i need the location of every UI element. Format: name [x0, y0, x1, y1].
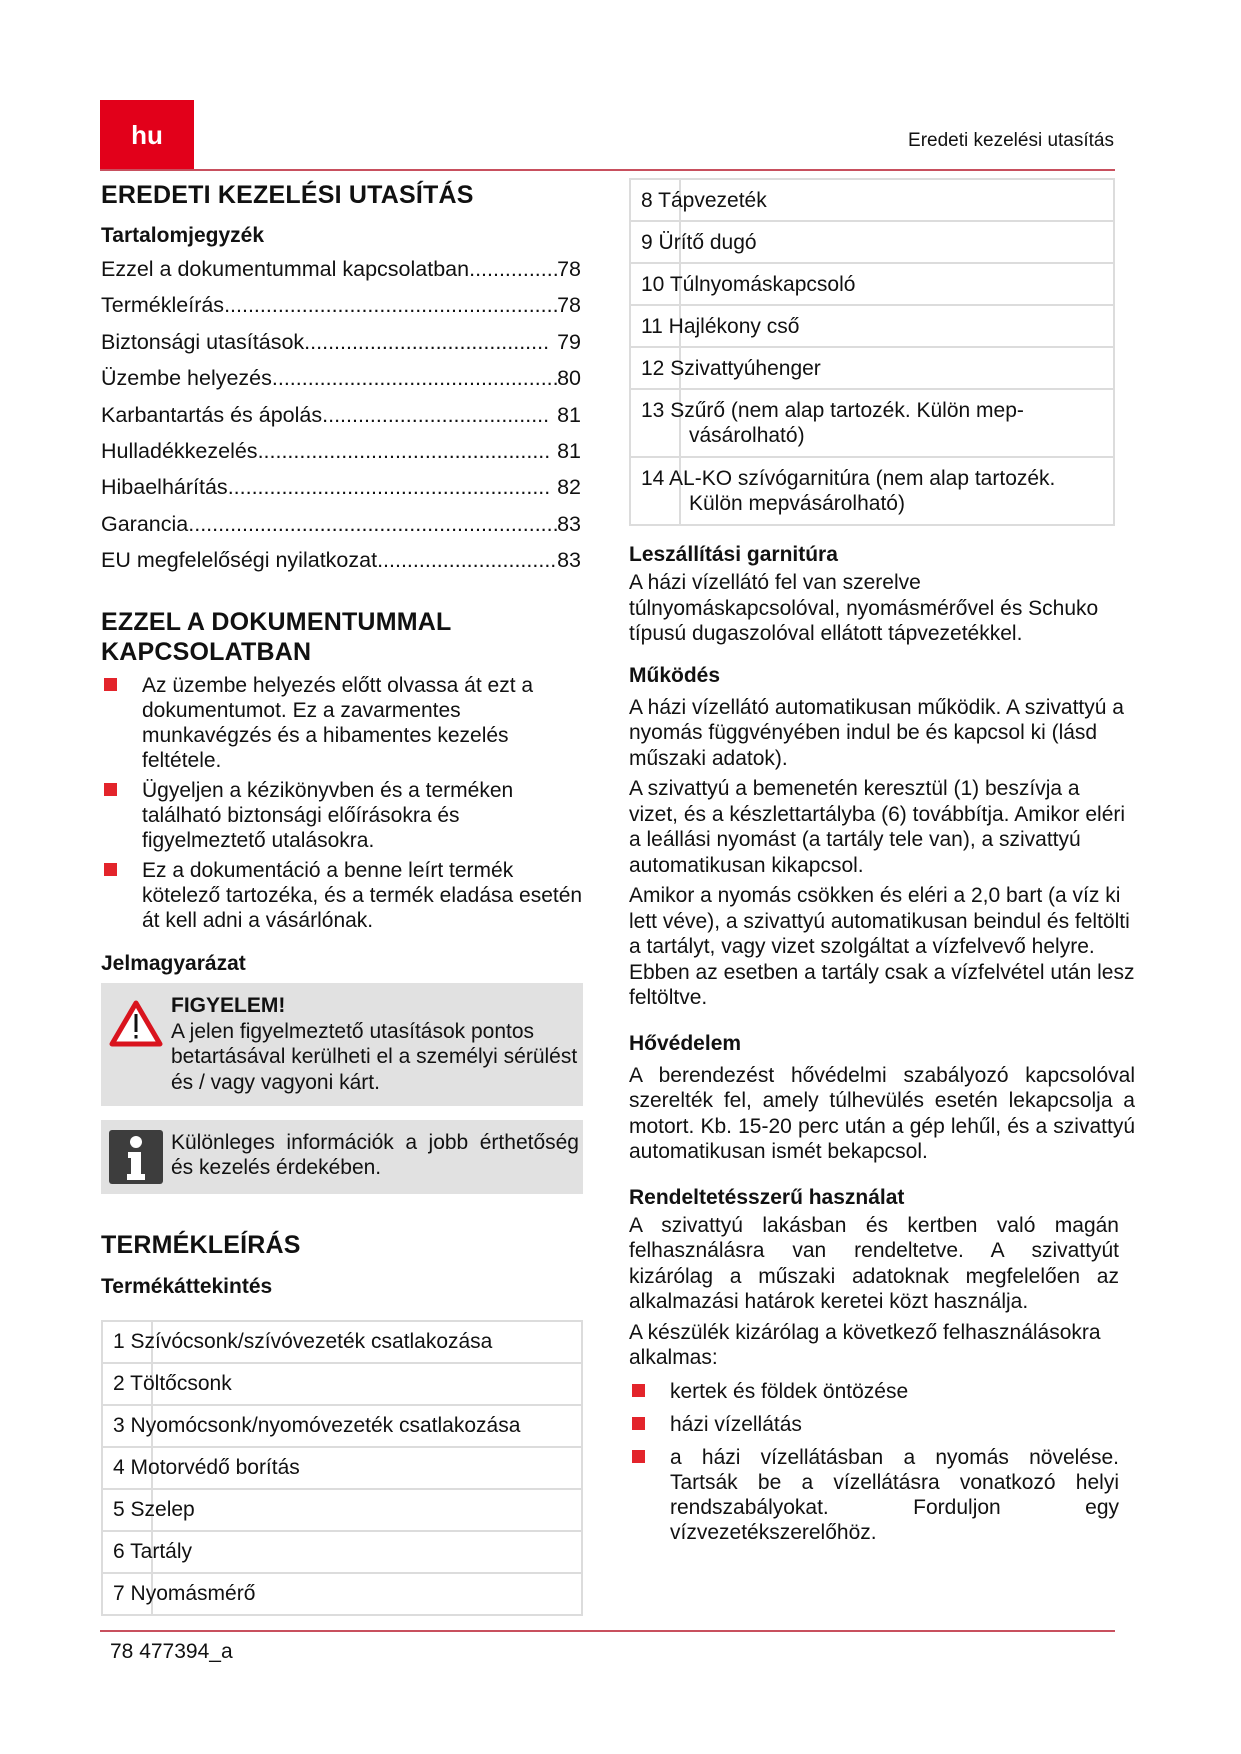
- toc-entry[interactable]: [101, 469, 581, 505]
- bullet-text: Az üzembe helyezés előtt olvassa át ezt a dokumentumot. Ez a zavarmentes munkavégzés és a hibamentes kezelés feltétele.: [142, 673, 534, 772]
- part-number: 12: [641, 356, 665, 380]
- table-row: [102, 1447, 582, 1489]
- table-row: [630, 457, 1114, 525]
- toc-leader-dots: [304, 324, 551, 360]
- part-number: 1: [113, 1330, 125, 1354]
- toc-entry-title: Hibaelhárítás: [101, 475, 228, 500]
- part-number: 13: [641, 399, 665, 422]
- toc-entry[interactable]: [101, 542, 581, 578]
- part-name: Nyomócsonk/nyomóvezeték csatlakozása: [130, 1414, 521, 1438]
- table-row: [630, 347, 1114, 389]
- part-name: Szűrő (nem alap tartozék. Külön mep-: [670, 399, 1024, 422]
- header-divider: [100, 169, 1115, 171]
- table-row: [630, 263, 1114, 305]
- red-square-bullet-icon: [104, 863, 117, 876]
- language-tab: [100, 100, 194, 170]
- language-code: hu: [131, 119, 163, 150]
- table-row: [630, 179, 1114, 221]
- part-name: Töltőcsonk: [130, 1372, 232, 1396]
- thermal-protection-heading: Hővédelem: [629, 1031, 742, 1055]
- toc-entry-page: 81: [551, 439, 581, 464]
- info-notice: [101, 1120, 583, 1194]
- toc-entry[interactable]: [101, 506, 581, 542]
- toc-entry-title: Biztonsági utasítások: [101, 329, 305, 354]
- about-section-heading: [101, 607, 583, 667]
- delivery-text: A házi vízellátó fel van szerelve túlnyomáskapcsolóval, nyomásmérővel és Schuko típusú dugaszolóval ellátott tápvezetékkel.: [629, 571, 1099, 645]
- table-of-contents: [101, 251, 583, 579]
- table-row: [102, 1573, 582, 1615]
- part-name: AL-KO szívógarnitúra (nem alap tartozék.: [669, 467, 1056, 490]
- warning-notice: [101, 983, 583, 1106]
- toc-leader-dots: [228, 469, 551, 505]
- intended-use-heading: Rendeltetésszerű használat: [629, 1185, 905, 1209]
- table-row: [630, 305, 1114, 347]
- info-icon: [101, 1130, 171, 1184]
- red-square-bullet-icon: [104, 678, 117, 691]
- running-header-title: Eredeti kezelési utasítás: [908, 130, 1114, 151]
- table-row: [102, 1405, 582, 1447]
- toc-entry[interactable]: [101, 397, 581, 433]
- part-number: 4: [113, 1456, 125, 1480]
- toc-entry-page: 83: [557, 511, 581, 536]
- operation-heading: Működés: [629, 663, 721, 687]
- intended-use-bullet-list: [629, 1379, 1119, 1545]
- part-number: 8: [641, 188, 653, 212]
- red-square-bullet-icon: [104, 783, 117, 796]
- toc-entry[interactable]: [101, 251, 581, 287]
- red-square-bullet-icon: [632, 1450, 645, 1463]
- toc-entry-page: 81: [551, 402, 581, 427]
- about-heading-line: KAPCSOLATBAN: [101, 637, 312, 666]
- operation-paragraph: Amikor a nyomás csökken és eléri a 2,0 bart (a víz ki lett véve), a szivattyú automatikusan beindul és feltölti a tartályt, vagy vizet szolgáltat a vízfelvevő helyre. Ebben az esetben a tartály csak a vízfelvétel után lesz feltöltve.: [629, 884, 1135, 1009]
- part-number: 3: [113, 1414, 125, 1438]
- red-square-bullet-icon: [632, 1384, 645, 1397]
- about-bullet-list: [101, 673, 583, 933]
- toc-entry-title: Karbantartás és ápolás: [101, 402, 323, 427]
- toc-heading: Tartalomjegyzék: [101, 224, 265, 247]
- part-number: 6: [113, 1540, 125, 1564]
- intended-use-paragraph: A készülék kizárólag a következő felhasználásokra alkalmas:: [629, 1320, 1101, 1369]
- part-name: Szelep: [130, 1498, 195, 1522]
- page-number-code: 78 477394_a: [110, 1640, 233, 1663]
- toc-entry[interactable]: [101, 287, 581, 323]
- toc-entry-page: 78: [557, 293, 581, 318]
- part-name: Hajlékony cső: [668, 314, 800, 338]
- toc-leader-dots: [469, 251, 557, 287]
- toc-leader-dots: [258, 433, 552, 469]
- toc-entry-page: 80: [557, 366, 581, 391]
- warning-title: FIGYELEM!: [171, 993, 286, 1017]
- table-row: [630, 389, 1114, 457]
- toc-leader-dots: [272, 360, 557, 396]
- table-row: [102, 1489, 582, 1531]
- legend-heading: Jelmagyarázat: [101, 951, 246, 975]
- toc-entry-page: 82: [551, 475, 581, 500]
- part-name: Szívócsonk/szívóvezeték csatlakozása: [130, 1330, 493, 1354]
- part-number: 7: [113, 1582, 125, 1606]
- operation-paragraph: A házi vízellátó automatikusan működik. A szivattyú a nyomás függvényében indul be és kapcsol ki (lásd műszaki adatok).: [629, 695, 1124, 770]
- bullet-text: Ez a dokumentáció a benne leírt termék kötelező tartozéka, és a termék eladása esetén át kell adni a vásárlónak.: [142, 858, 583, 932]
- table-row: [102, 1321, 582, 1363]
- intended-use-paragraph: A szivattyú lakásban és kertben való magán felhasználásra van rendeltetve. A szivattyút kizárólag a műszaki adatoknak megfelelően az alkalmazási határok keretei közt használja.: [629, 1213, 1119, 1313]
- about-heading-line: EZZEL A DOKUMENTUMMAL: [101, 607, 452, 636]
- product-description-heading: TERMÉKLEÍRÁS: [101, 1230, 301, 1259]
- toc-entry-title: Ezzel a dokumentummal kapcsolatban: [101, 257, 470, 281]
- list-item: [629, 1445, 1119, 1545]
- toc-leader-dots: [188, 506, 557, 542]
- toc-entry-title: EU megfelelőségi nyilatkozat: [101, 548, 378, 573]
- part-number: 2: [113, 1372, 125, 1396]
- footer-divider: [100, 1630, 1115, 1632]
- table-row: [630, 221, 1114, 263]
- toc-entry-page: 78: [557, 257, 581, 281]
- toc-entry-title: Termékleírás: [101, 293, 225, 318]
- list-item: [101, 673, 583, 773]
- toc-entry[interactable]: [101, 433, 581, 469]
- toc-leader-dots: [224, 287, 557, 323]
- bullet-text: Ügyeljen a kézikönyvben és a terméken található biztonsági előírásokra és figyelmeztető utalásokra.: [142, 778, 514, 852]
- part-name: Ürítő dugó: [658, 230, 757, 254]
- list-item: [629, 1412, 1119, 1437]
- toc-entry[interactable]: [101, 360, 581, 396]
- toc-entry-title: Üzembe helyezés: [101, 366, 272, 391]
- info-text: Különleges információk a jobb érthetőség és kezelés érdekében.: [171, 1130, 579, 1180]
- red-square-bullet-icon: [632, 1417, 645, 1430]
- product-overview-heading: Termékáttekintés: [101, 1274, 273, 1298]
- bullet-text: kertek és földek öntözése: [670, 1379, 909, 1403]
- parts-table-right: [629, 178, 1115, 526]
- part-name-continued: Külön mepvásárolható): [689, 492, 905, 515]
- document-title: EREDETI KEZELÉSI UTASÍTÁS: [101, 181, 474, 209]
- toc-leader-dots: [377, 542, 557, 578]
- part-number: 9: [641, 230, 653, 254]
- toc-entry[interactable]: [101, 324, 581, 360]
- toc-entry-page: 83: [557, 548, 581, 573]
- left-column: [101, 180, 583, 1616]
- delivery-heading: Leszállítási garnitúra: [629, 543, 838, 566]
- part-name: Szivattyúhenger: [670, 356, 821, 380]
- thermal-protection-text: A berendezést hővédelmi szabályozó kapcsolóval szerelték fel, amely túlhevülés esetén lekapcsolja a motort. Kb. 15-20 perc után a gép lehűl, és a szivattyú automatikusan ismét bekapcsol.: [629, 1063, 1135, 1163]
- part-name-continued: vásárolható): [689, 424, 805, 447]
- part-number: 11: [641, 314, 663, 338]
- parts-table-left: [101, 1320, 583, 1616]
- toc-leader-dots: [322, 397, 551, 433]
- table-row: [102, 1531, 582, 1573]
- part-name: Nyomásmérő: [130, 1582, 256, 1606]
- bullet-text: a házi vízellátásban a nyomás növelése. Tartsák be a vízellátásra vonatkozó helyi rendszabályokat. Forduljon egy vízvezetékszerelőhöz.: [670, 1445, 1119, 1544]
- toc-entry-page: 79: [551, 329, 581, 354]
- warning-triangle-icon: [101, 993, 171, 1096]
- right-column: [629, 178, 1135, 1550]
- operation-paragraph: A szivattyú a bemenetén keresztül (1) beszívja a vizet, és a készlettartályba (6) továbbítja. Amikor eléri a leállási nyomást (a tartály tele van), a szivattyú automatikusan kikapcsol.: [629, 777, 1126, 877]
- list-item: [101, 858, 583, 933]
- toc-entry-title: Hulladékkezelés: [101, 439, 258, 464]
- part-name: Tartály: [130, 1540, 193, 1564]
- warning-text: A jelen figyelmeztető utasítások pontos betartásával kerülheti el a személyi sérülést és / vagy vagyoni kárt.: [171, 1019, 578, 1094]
- part-name: Tápvezeték: [658, 188, 767, 212]
- bullet-text: házi vízellátás: [670, 1412, 802, 1436]
- part-name: Túlnyomáskapcsoló: [669, 272, 856, 296]
- table-row: [102, 1363, 582, 1405]
- toc-entry-title: Garancia: [101, 511, 189, 536]
- part-name: Motorvédő borítás: [130, 1456, 300, 1480]
- part-number: 5: [113, 1498, 125, 1522]
- list-item: [629, 1379, 1119, 1404]
- list-item: [101, 778, 583, 853]
- part-number: 14: [641, 467, 665, 490]
- part-number: 10: [641, 272, 665, 296]
